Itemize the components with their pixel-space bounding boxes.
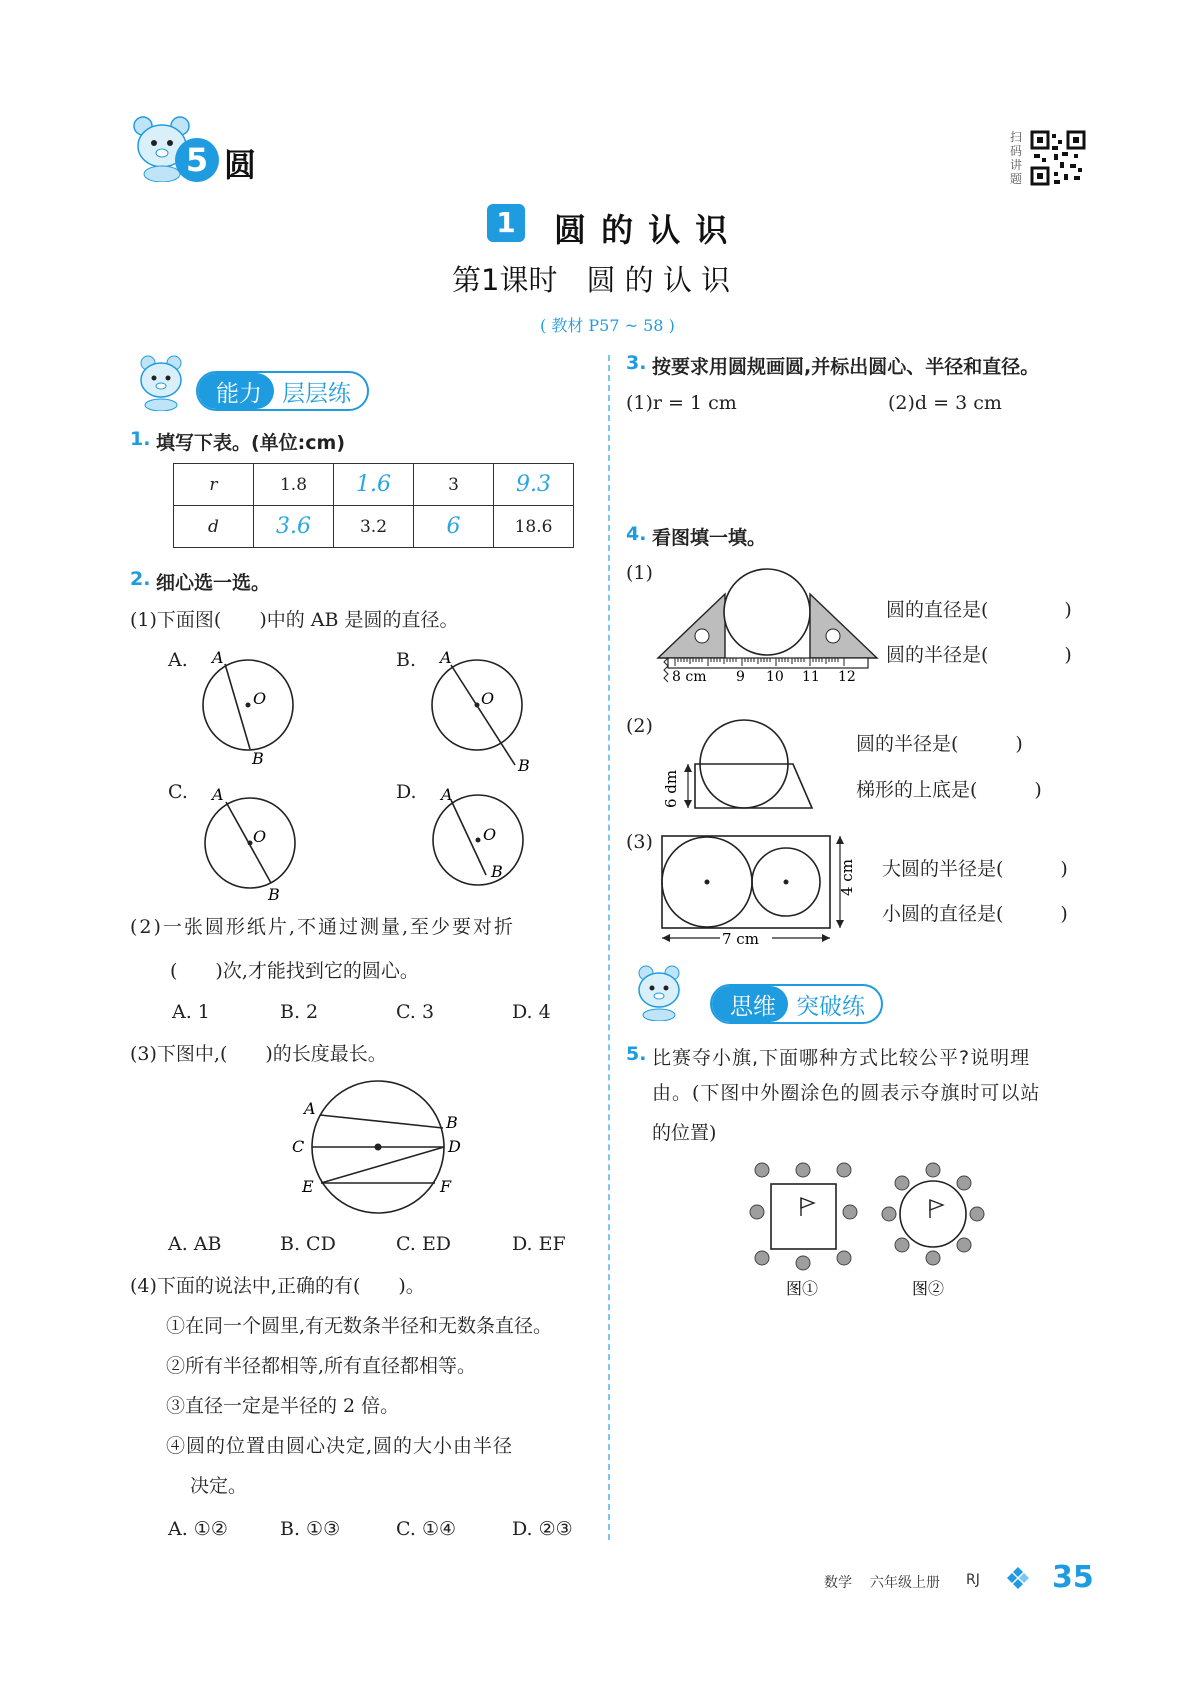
q3-a: (1)r = 1 cm bbox=[626, 392, 737, 414]
answer-cell[interactable]: 3.6 bbox=[254, 506, 334, 548]
q5-flag-figures bbox=[740, 1160, 1000, 1300]
q4-p1-label: (1) bbox=[626, 562, 653, 584]
label-A: A bbox=[441, 785, 453, 804]
q2-p4-item-3: ③直径一定是半径的 2 倍。 bbox=[166, 1395, 400, 1417]
row-label: r bbox=[174, 464, 254, 506]
label-D: D bbox=[448, 1137, 461, 1156]
table-cell: 18.6 bbox=[494, 506, 574, 548]
ruler-label-12: 12 bbox=[838, 669, 856, 685]
footer-edition: RJ bbox=[966, 1572, 980, 1588]
q4-p1-triangles-ruler-figure bbox=[650, 560, 890, 690]
row-label: d bbox=[174, 506, 254, 548]
q1-number: 1. bbox=[130, 428, 151, 450]
banner-label-a: 思维 bbox=[712, 986, 788, 1022]
q2-p4-option-d: D. ②③ bbox=[512, 1518, 573, 1540]
qr-code-icon[interactable] bbox=[1030, 130, 1086, 186]
q3-b: (2)d = 3 cm bbox=[888, 392, 1002, 414]
label-O: O bbox=[481, 689, 495, 708]
label-A: A bbox=[212, 785, 224, 804]
q2-p4: (4)下面的说法中,正确的有( )。 bbox=[130, 1275, 425, 1297]
q2-number: 2. bbox=[130, 568, 151, 590]
q2-p2-option-b: B. 2 bbox=[280, 1001, 319, 1023]
q4-p3-line2: 小圆的直径是( ) bbox=[882, 903, 1068, 925]
page-number: 35 bbox=[1052, 1560, 1094, 1595]
banner-label-b: 层层练 bbox=[282, 380, 351, 407]
answer-cell[interactable]: 6 bbox=[414, 506, 494, 548]
q5-line3: 的位置) bbox=[652, 1122, 717, 1144]
label-O: O bbox=[483, 825, 497, 844]
label-A: A bbox=[440, 648, 452, 667]
q2-circle-figures bbox=[0, 0, 610, 900]
q4-text: 看图填一填。 bbox=[652, 527, 767, 549]
label-F: F bbox=[440, 1177, 452, 1196]
thinking-breakthrough-banner bbox=[710, 984, 883, 1024]
label-O: O bbox=[253, 689, 267, 708]
q2-p2-line2: ( )次,才能找到它的圆心。 bbox=[170, 960, 419, 982]
table-cell: 3 bbox=[414, 464, 494, 506]
q2-p4-option-c: C. ①④ bbox=[396, 1518, 457, 1540]
q2-p3-option-d: D. EF bbox=[512, 1233, 566, 1255]
option-c-label: C. bbox=[168, 781, 188, 803]
label-B: B bbox=[268, 885, 280, 900]
q2-p3-chord-figure bbox=[280, 1068, 480, 1228]
q2-p3-option-b: B. CD bbox=[280, 1233, 336, 1255]
q2-p2-option-d: D. 4 bbox=[512, 1001, 551, 1023]
q4-p3-two-circles-figure bbox=[650, 830, 870, 950]
q4-number: 4. bbox=[626, 523, 647, 545]
q2-p4-item-2: ②所有半径都相等,所有直径都相等。 bbox=[166, 1355, 477, 1377]
option-d-label: D. bbox=[396, 781, 417, 803]
section-number: 1 bbox=[496, 206, 516, 239]
label-E: E bbox=[302, 1177, 314, 1196]
ruler-label-8cm: 8 cm bbox=[672, 669, 707, 685]
label-B: B bbox=[518, 756, 530, 775]
q5-line2: 由。(下图中外圈涂色的圆表示夺旗时可以站 bbox=[652, 1082, 1041, 1104]
q4-p2-line1: 圆的半径是( ) bbox=[856, 733, 1023, 755]
q5-number: 5. bbox=[626, 1043, 647, 1065]
q2-p4-option-a: A. ①② bbox=[168, 1518, 228, 1540]
q2-p3: (3)下图中,( )的长度最长。 bbox=[130, 1043, 387, 1065]
label-B: B bbox=[252, 749, 264, 768]
q1-text: 填写下表。(单位:cm) bbox=[156, 432, 346, 454]
option-a-label: A. bbox=[168, 649, 188, 671]
q2-text: 细心选一选。 bbox=[156, 572, 271, 594]
diamond-icon bbox=[1006, 1566, 1030, 1590]
q2-p4-item-4: ④圆的位置由圆心决定,圆的大小由半径 bbox=[166, 1435, 514, 1457]
footer-grade: 六年级上册 bbox=[870, 1575, 940, 1591]
q2-p2-option-c: C. 3 bbox=[396, 1001, 435, 1023]
q3-number: 3. bbox=[626, 352, 647, 374]
q4-p2-circle-trapezoid-figure bbox=[650, 712, 820, 822]
q4-p2-label: (2) bbox=[626, 715, 653, 737]
q2-p4-option-b: B. ①③ bbox=[280, 1518, 341, 1540]
mascot-right-icon bbox=[628, 963, 690, 1021]
q3-text: 按要求用圆规画圆,并标出圆心、半径和直径。 bbox=[652, 356, 1040, 378]
dim-6dm: 6 dm bbox=[662, 769, 680, 808]
q4-p1-line2: 圆的半径是( ) bbox=[886, 644, 1072, 666]
q2-p3-option-c: C. ED bbox=[396, 1233, 452, 1255]
q2-p3-option-a: A. AB bbox=[168, 1233, 222, 1255]
dim-7cm: 7 cm bbox=[722, 930, 759, 948]
banner-label-b: 突破练 bbox=[796, 993, 865, 1020]
table-cell: 1.8 bbox=[254, 464, 334, 506]
footer-subject: 数学 bbox=[824, 1575, 852, 1591]
q4-p3-label: (3) bbox=[626, 831, 653, 853]
q2-p2-option-a: A. 1 bbox=[172, 1001, 210, 1023]
ruler-label-10: 10 bbox=[766, 669, 784, 685]
answer-cell[interactable]: 1.6 bbox=[334, 464, 414, 506]
label-B: B bbox=[491, 862, 503, 881]
ruler-label-11: 11 bbox=[802, 669, 820, 685]
q4-p3-line1: 大圆的半径是( ) bbox=[882, 858, 1068, 880]
label-B: B bbox=[446, 1113, 458, 1132]
fig2-caption: 图② bbox=[912, 1279, 945, 1298]
dim-4cm: 4 cm bbox=[838, 859, 856, 896]
label-A: A bbox=[212, 648, 224, 667]
fig1-caption: 图① bbox=[786, 1279, 819, 1298]
answer-cell[interactable]: 9.3 bbox=[494, 464, 574, 506]
unit-number: 5 bbox=[185, 141, 209, 179]
q4-p1-line1: 圆的直径是( ) bbox=[886, 599, 1072, 621]
section-title: 圆 的 认 识 bbox=[554, 211, 730, 249]
q2-p1: (1)下面图( )中的 AB 是圆的直径。 bbox=[130, 609, 459, 631]
textbook-ref: ( 教材 P57 ~ 58 ) bbox=[540, 316, 675, 335]
label-O: O bbox=[253, 827, 267, 846]
q2-p4-item-4-cont: 决定。 bbox=[190, 1475, 248, 1497]
q5-line1: 比赛夺小旗,下面哪种方式比较公平?说明理 bbox=[652, 1047, 1031, 1069]
option-b-label: B. bbox=[396, 649, 417, 671]
lesson-title: 第1课时 圆 的 认 识 bbox=[452, 263, 731, 297]
unit-title: 圆 bbox=[224, 146, 257, 184]
table-cell: 3.2 bbox=[334, 506, 414, 548]
q4-p2-line2: 梯形的上底是( ) bbox=[856, 779, 1042, 801]
qr-caption: 扫码讲题 bbox=[1010, 130, 1023, 186]
label-C: C bbox=[292, 1137, 305, 1156]
ruler-label-9: 9 bbox=[736, 669, 745, 685]
q2-p4-item-1: ①在同一个圆里,有无数条半径和无数条直径。 bbox=[166, 1315, 553, 1337]
banner-label-a: 能力 bbox=[198, 373, 274, 409]
q2-p2-line1: (2)一张圆形纸片,不通过测量,至少要对折 bbox=[130, 916, 515, 938]
label-A: A bbox=[304, 1099, 316, 1118]
